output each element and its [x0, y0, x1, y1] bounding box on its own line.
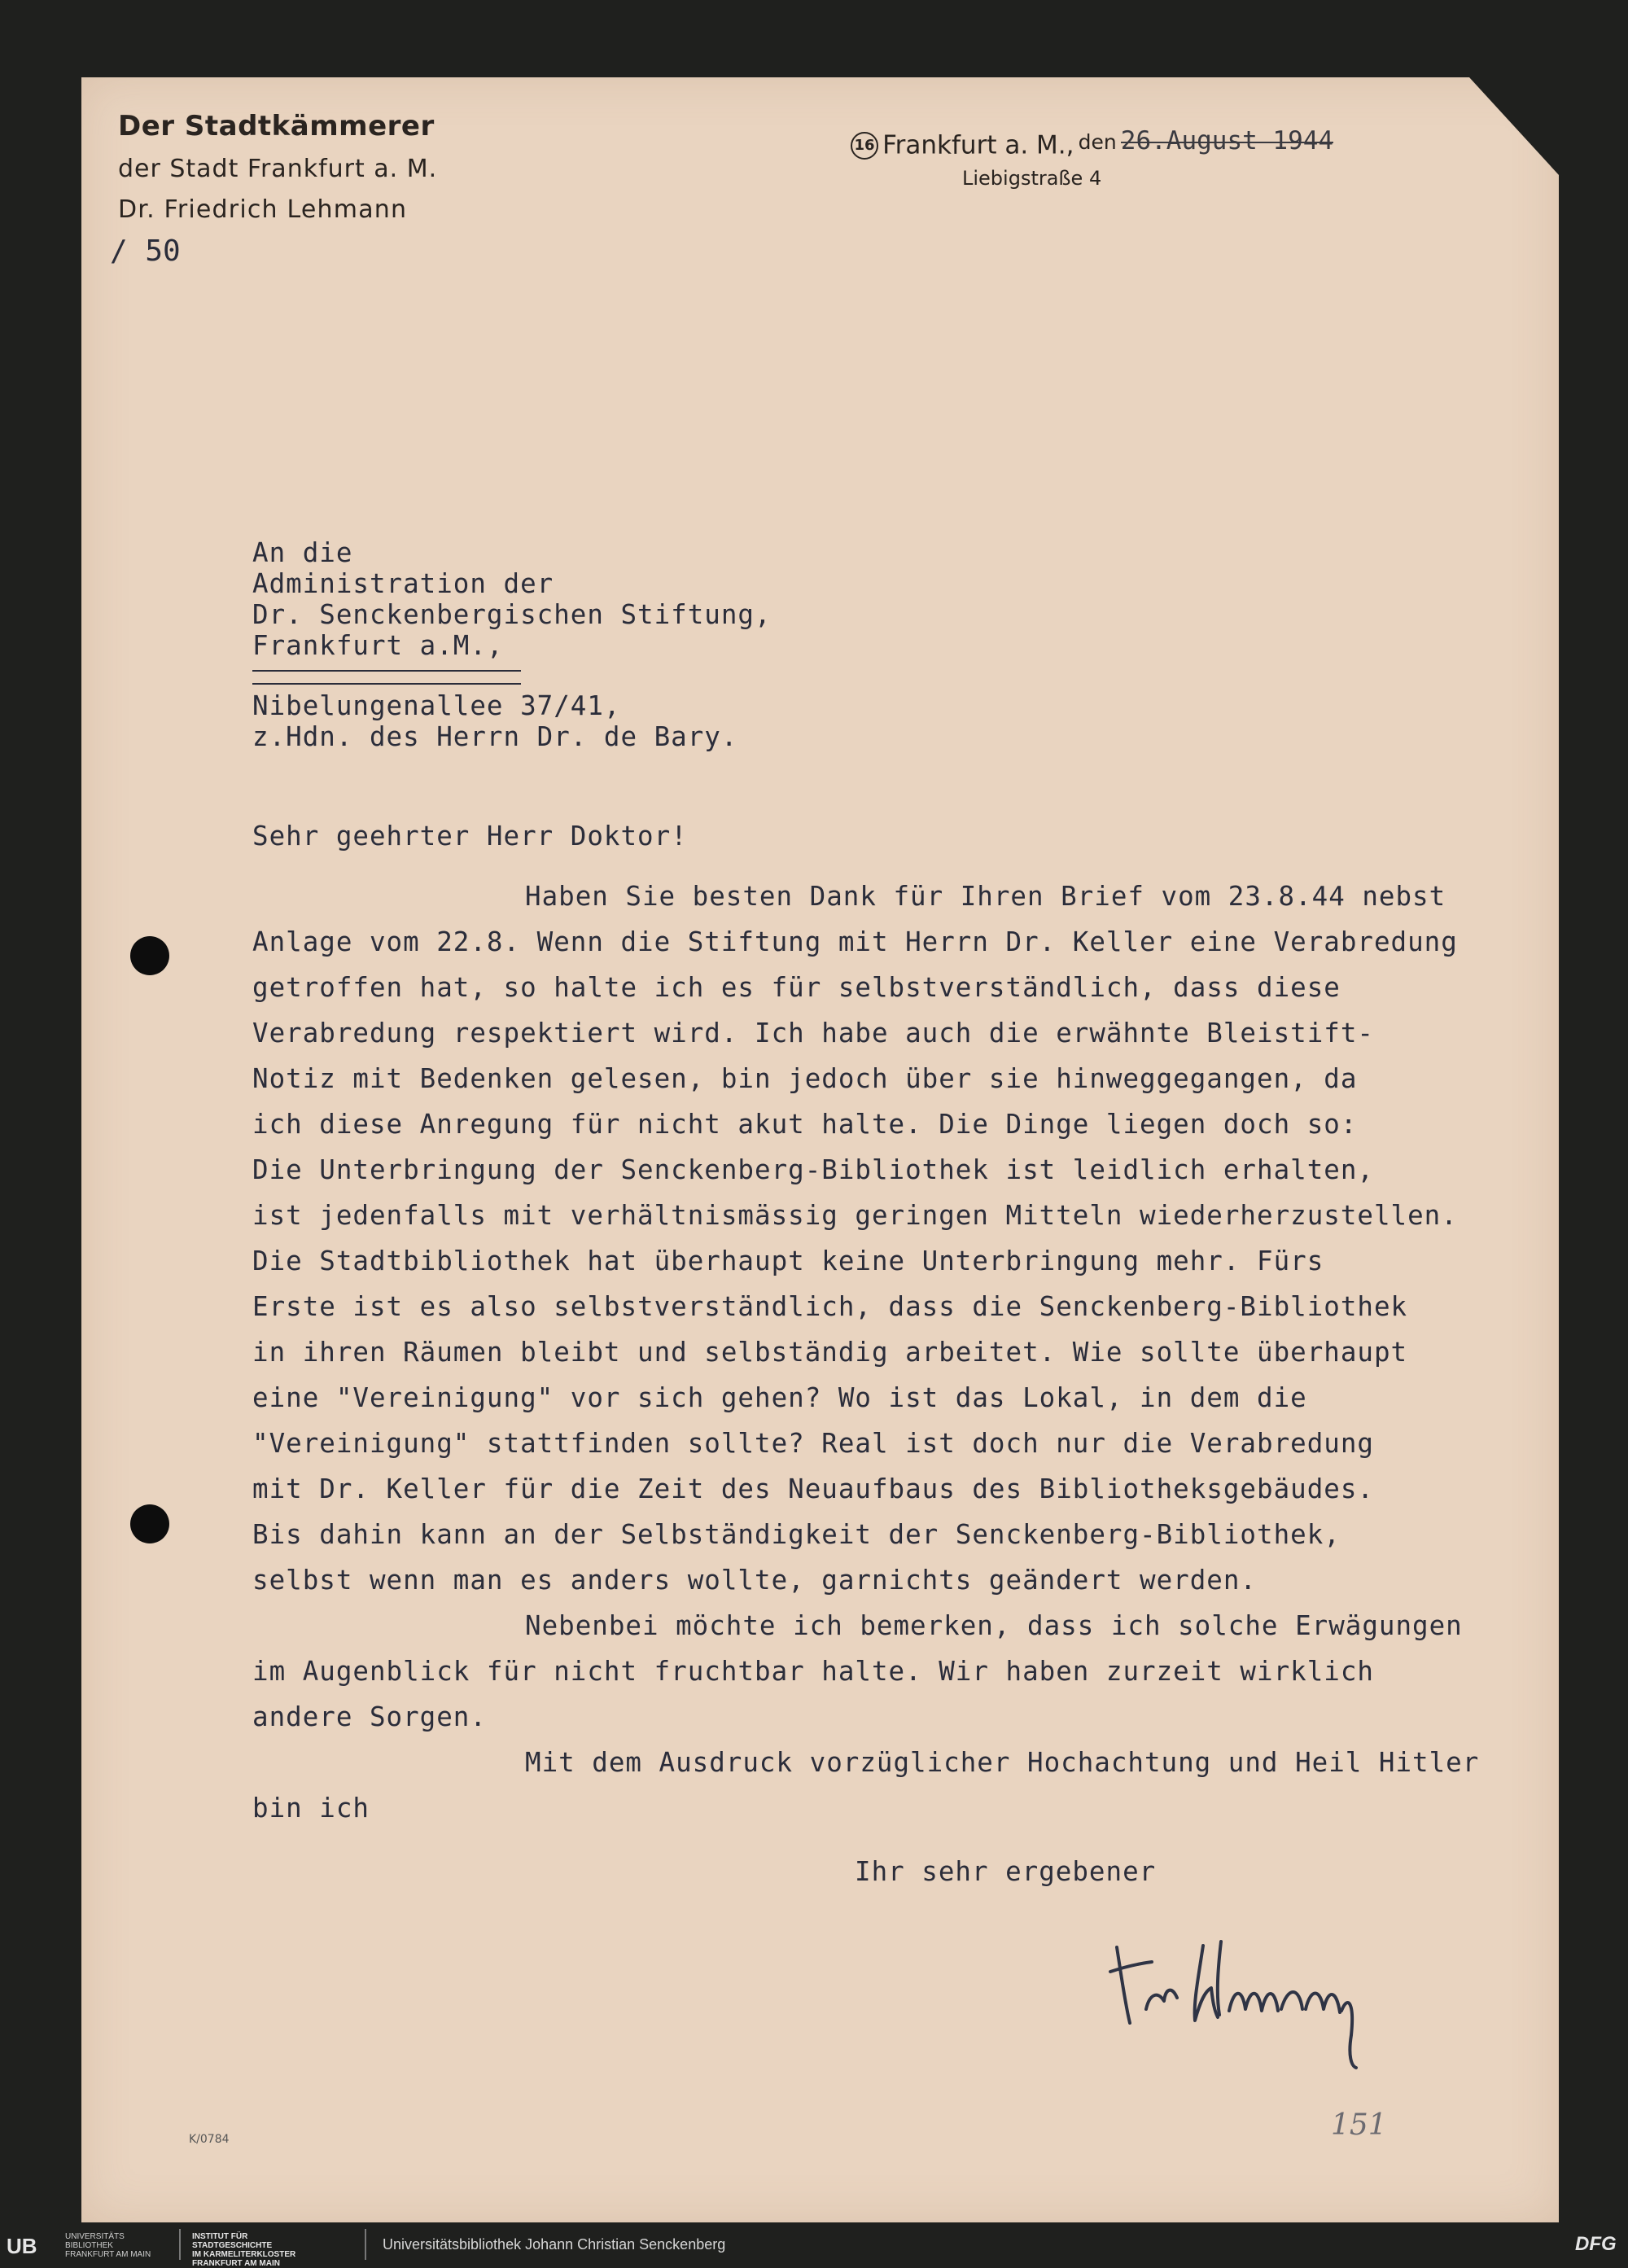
- body-line: Verabredung respektiert wird. Ich habe auch die erwähnte Bleistift-: [252, 1018, 1374, 1049]
- double-underline: [252, 670, 521, 685]
- dfg-logo: DFG: [1575, 2233, 1617, 2255]
- body-line: getroffen hat, so halte ich es für selbstverständlich, dass diese: [252, 972, 1341, 1003]
- den-label: den: [1078, 130, 1117, 154]
- letterhead-city: der Stadt Frankfurt a. M.: [118, 155, 438, 183]
- body-line: Notiz mit Bedenken gelesen, bin jedoch über sie hinweggegangen, da: [252, 1063, 1358, 1094]
- ub-logo: UB: [7, 2234, 37, 2258]
- body-line: bin ich: [252, 1793, 370, 1824]
- body-line: Haben Sie besten Dank für Ihren Brief vom 23.8.44 nebst: [525, 881, 1446, 912]
- body-line: Die Unterbringung der Senckenberg-Bibliothek ist leidlich erhalten,: [252, 1154, 1374, 1185]
- footer-bar: [0, 2222, 1628, 2266]
- place: Frankfurt a. M.,: [882, 130, 1074, 160]
- body-line: in ihren Räumen bleibt und selbständig arbeitet. Wie sollte überhaupt: [252, 1337, 1408, 1368]
- punch-hole: [130, 1504, 169, 1543]
- address-line: Frankfurt a.M.,: [252, 630, 504, 661]
- body-line: selbst wenn man es anders wollte, garnichts geändert werden.: [252, 1565, 1257, 1596]
- archive-number: K/0784: [189, 2133, 230, 2146]
- body-line: "Vereinigung" stattfinden sollte? Real ist doch nur die Verabredung: [252, 1428, 1374, 1459]
- address-line: Dr. Senckenbergischen Stiftung,: [252, 599, 772, 630]
- address-line: Nibelungenallee 37/41,: [252, 690, 621, 721]
- pencil-folio-number: 151: [1331, 2108, 1387, 2142]
- footer-divider: [179, 2229, 181, 2260]
- body-line: Die Stadtbibliothek hat überhaupt keine Unterbringung mehr. Fürs: [252, 1246, 1324, 1276]
- letter-sheet: [81, 77, 1559, 2222]
- body-line: Erste ist es also selbstverständlich, dass die Senckenberg-Bibliothek: [252, 1291, 1408, 1322]
- street-address: Liebigstraße 4: [962, 167, 1102, 190]
- footer-divider: [365, 2229, 366, 2260]
- handwritten-signature: [1107, 1913, 1433, 2076]
- punch-hole: [130, 936, 169, 975]
- body-line: Nebenbei möchte ich bemerken, dass ich solche Erwägungen: [525, 1610, 1463, 1641]
- ub-logo-text: UNIVERSITÄTS BIBLIOTHEK FRANKFURT AM MAIN: [65, 2232, 151, 2259]
- library-name: Universitätsbibliothek Johann Christian Senckenberg: [383, 2236, 726, 2253]
- body-line: Bis dahin kann an der Selbständigkeit der Senckenberg-Bibliothek,: [252, 1519, 1341, 1550]
- address-line: Administration der: [252, 568, 554, 599]
- body-line: eine "Vereinigung" vor sich gehen? Wo ist das Lokal, in dem die: [252, 1382, 1307, 1413]
- closing: Ihr sehr ergebener: [855, 1856, 1157, 1887]
- letter-date: 26.August 1944: [1120, 126, 1334, 155]
- body-line: ist jedenfalls mit verhältnismässig geringen Mitteln wiederherzustellen.: [252, 1200, 1458, 1231]
- letterhead-name: Dr. Friedrich Lehmann: [118, 195, 408, 224]
- body-line: im Augenblick für nicht fruchtbar halte. Wir haben zurzeit wirklich: [252, 1656, 1374, 1687]
- body-line: andere Sorgen.: [252, 1701, 487, 1732]
- body-line: Mit dem Ausdruck vorzüglicher Hochachtung und Heil Hitler: [525, 1747, 1480, 1778]
- body-line: Anlage vom 22.8. Wenn die Stiftung mit Herrn Dr. Keller eine Verabredung: [252, 926, 1458, 957]
- body-line: mit Dr. Keller für die Zeit des Neuaufbaus des Bibliotheksgebäudes.: [252, 1473, 1374, 1504]
- letterhead-title: Der Stadtkämmerer: [118, 110, 435, 142]
- salutation: Sehr geehrter Herr Doktor!: [252, 821, 688, 852]
- reference-number: / 50: [110, 234, 181, 268]
- place-date-line: [851, 126, 1333, 160]
- institute-logo-text: INSTITUT FÜR STADTGESCHICHTE IM KARMELITERKLOSTER FRANKFURT AM MAIN: [192, 2232, 296, 2268]
- postal-district-circle: 16: [851, 132, 878, 160]
- address-line: An die: [252, 537, 353, 568]
- body-line: ich diese Anregung für nicht akut halte. Die Dinge liegen doch so:: [252, 1109, 1358, 1140]
- address-line: z.Hdn. des Herrn Dr. de Bary.: [252, 721, 738, 752]
